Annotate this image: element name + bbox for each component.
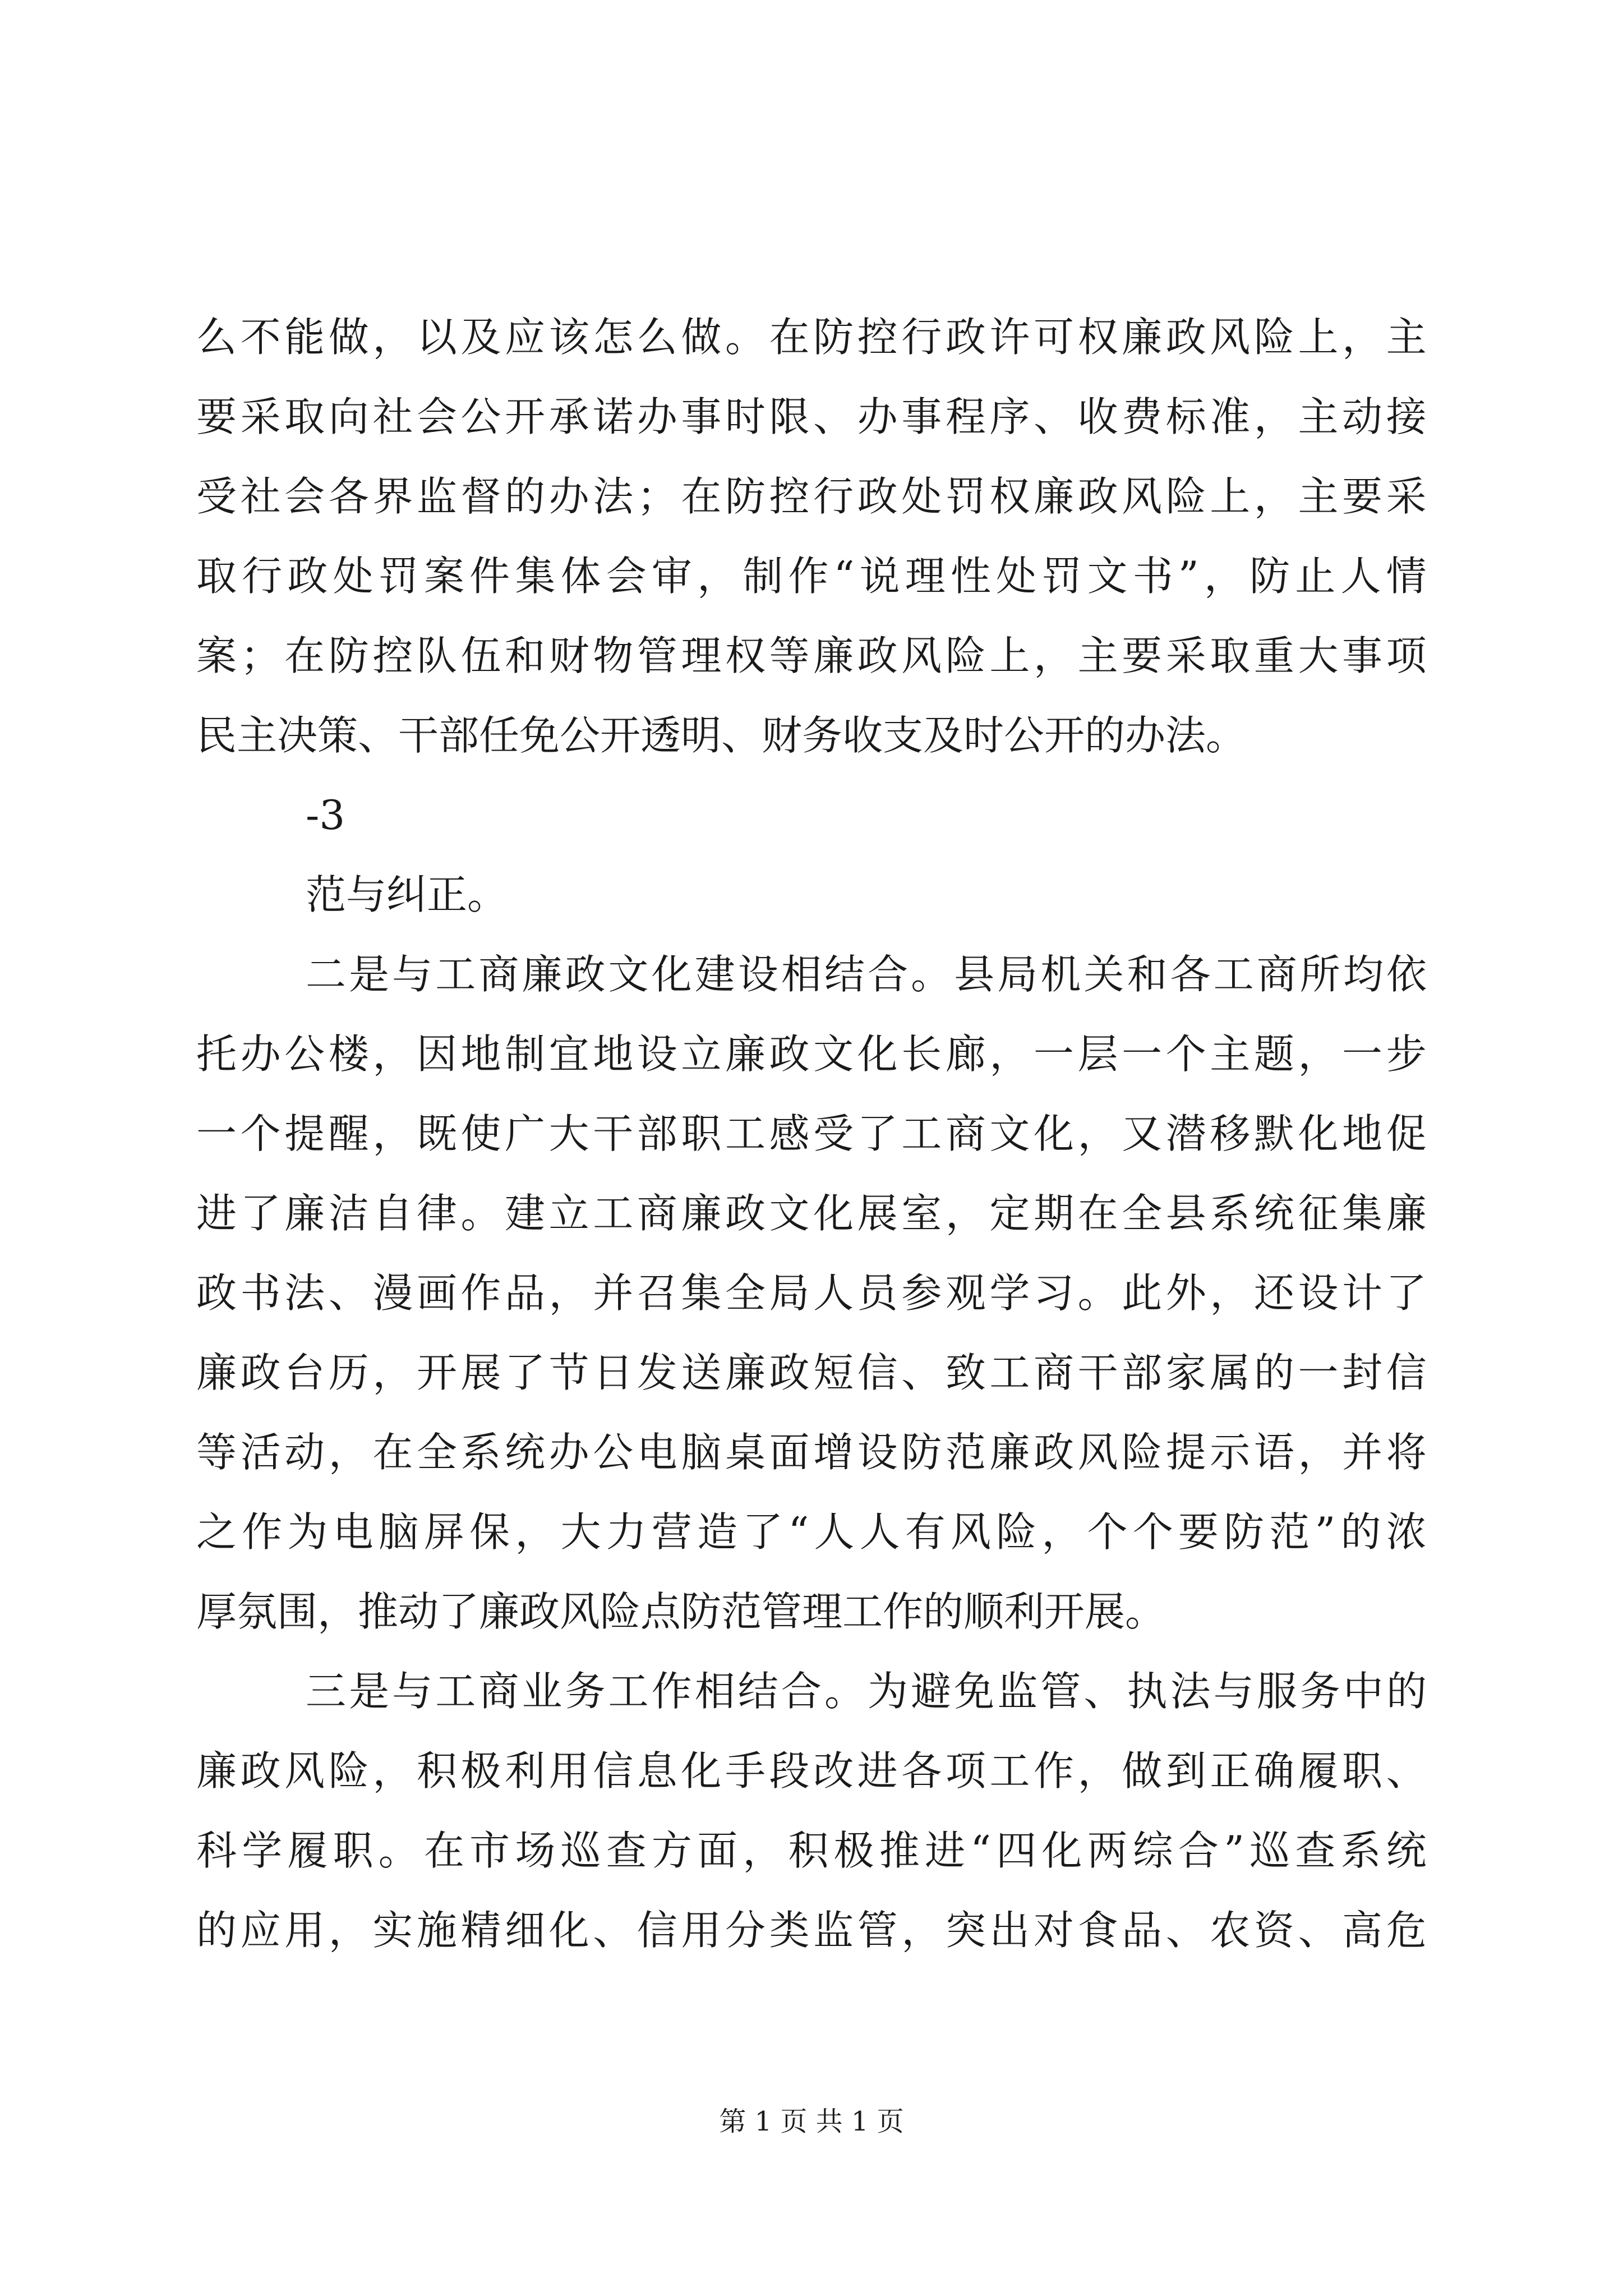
body-line-9: 二 是 与 工 商 廉 政 文 化 建 设 相 结 合 。 县 局 机 关 和 各 工 商 所 均 依 bbox=[306, 951, 1427, 998]
body-line-20: 科 学 履 职 。 在 市 场 巡 查 方 面 ， 积 极 推 进 “ 四 化 两 综 合 ” 巡 查 系 统 bbox=[196, 1827, 1427, 1874]
body-line-16: 之 作 为 电 脑 屏 保 ， 大 力 营 造 了 “ 人 人 有 风 险 ， 个 个 要 防 范 ” 的 浓 bbox=[196, 1508, 1427, 1556]
body-line-3: 受 社 会 各 界 监 督 的 办 法 ； 在 防 控 行 政 处 罚 权 廉 政 风 险 上 ， 主 要 采 bbox=[196, 473, 1427, 520]
body-line-14: 廉 政 台 历 ， 开 展 了 节 日 发 送 廉 政 短 信 、 致 工 商 干 部 家 属 的 一 封 信 bbox=[196, 1349, 1427, 1396]
body-line-4: 取 行 政 处 罚 案 件 集 体 会 审 ， 制 作 “ 说 理 性 处 罚 文 书 ” ， 防 止 人 情 bbox=[196, 553, 1427, 600]
page-marker: -3 bbox=[306, 792, 345, 839]
body-line-5: 案 ； 在 防 控 队 伍 和 财 物 管 理 权 等 廉 政 风 险 上 ， 主 要 采 取 重 大 事 项 bbox=[196, 632, 1427, 679]
body-line-21: 的 应 用 ， 实 施 精 细 化 、 信 用 分 类 监 管 ， 突 出 对 食 品 、 农 资 、 高 危 bbox=[196, 1907, 1427, 1954]
body-line-1: 么 不 能 做 ， 以 及 应 该 怎 么 做 。 在 防 控 行 政 许 可 权 廉 政 风 险 上 ， 主 bbox=[196, 314, 1427, 361]
body-line-6: 民主决策、干部任免公开透明、财务收支及时公开的办法。 bbox=[196, 712, 1247, 759]
body-line-19: 廉 政 风 险 ， 积 极 利 用 信 息 化 手 段 改 进 各 项 工 作 ， 做 到 正 确 履 职 、 bbox=[196, 1747, 1427, 1795]
body-line-18: 三 是 与 工 商 业 务 工 作 相 结 合 。 为 避 免 监 管 、 执 法 与 服 务 中 的 bbox=[306, 1668, 1427, 1715]
body-line-8: 范与纠正。 bbox=[306, 871, 508, 918]
body-line-11: 一 个 提 醒 ， 既 使 广 大 干 部 职 工 感 受 了 工 商 文 化 ， 又 潜 移 默 化 地 促 bbox=[196, 1110, 1427, 1157]
body-line-12: 进 了 廉 洁 自 律 。 建 立 工 商 廉 政 文 化 展 室 ， 定 期 在 全 县 系 统 征 集 廉 bbox=[196, 1190, 1427, 1237]
body-line-2: 要 采 取 向 社 会 公 开 承 诺 办 事 时 限 、 办 事 程 序 、 收 费 标 准 ， 主 动 接 bbox=[196, 393, 1427, 440]
page-footer: 第 1 页 共 1 页 bbox=[719, 2106, 904, 2137]
body-line-13: 政 书 法 、 漫 画 作 品 ， 并 召 集 全 局 人 员 参 观 学 习 。 此 外 ， 还 设 计 了 bbox=[196, 1269, 1427, 1317]
body-line-10: 托 办 公 楼 ， 因 地 制 宜 地 设 立 廉 政 文 化 长 廊 ， 一 层 一 个 主 题 ， 一 步 bbox=[196, 1030, 1427, 1078]
body-line-15: 等 活 动 ， 在 全 系 统 办 公 电 脑 桌 面 增 设 防 范 廉 政 风 险 提 示 语 ， 并 将 bbox=[196, 1429, 1427, 1476]
body-line-17: 厚氛围，推动了廉政风险点防范管理工作的顺利开展。 bbox=[196, 1588, 1166, 1635]
